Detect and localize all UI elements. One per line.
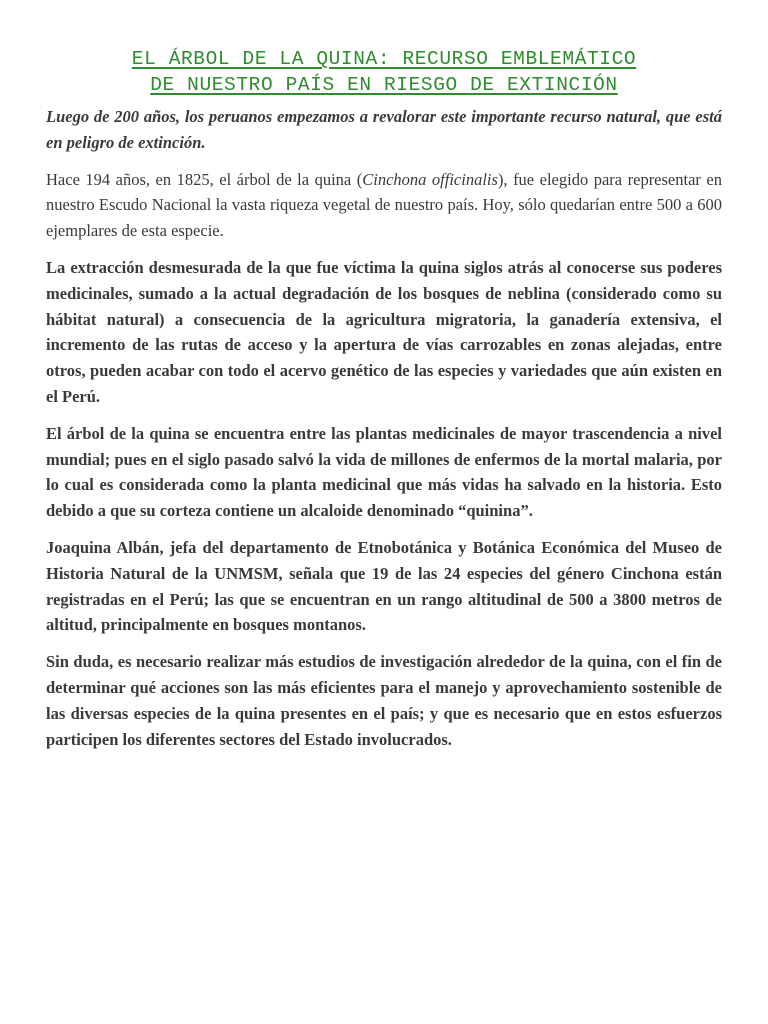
- document-title: [46, 46, 722, 98]
- paragraph-2: La extracción desmesurada de la que fue víctima la quina siglos atrás al conocerse sus poderes medicinales, sumado a la actual degradación de los bosques de neblina (considerado como su hábitat natural) a consecuencia de la agricultura migratoria, la ganadería extensiva, el incremento de las rutas de acceso y la apertura de vías carrozables en zonas alejadas, entre otros, pueden acabar con todo el acervo genético de las especies y variedades que aún existen en el Perú.: [46, 257, 722, 406]
- lead-paragraph: Luego de 200 años, los peruanos empezamos a revalorar este importante recurso natural, que está en peligro de extinción.: [46, 107, 722, 152]
- title-line-1: EL ÁRBOL DE LA QUINA: RECURSO EMBLEMÁTICO: [131, 48, 637, 70]
- species-name: Cinchona officinalis: [362, 169, 498, 189]
- paragraph-1-text-before: Hace 194 años, en 1825, el árbol de la quina (: [46, 169, 363, 189]
- paragraph-5: Sin duda, es necesario realizar más estudios de investigación alrededor de la quina, con el fin de determinar qué acciones son las más eficientes para el manejo y aprovechamiento sostenible de las diversas especies de la quina presentes en el país; y que es necesario que en estos esfuerzos participen los diferentes sectores del Estado involucrados.: [46, 652, 722, 749]
- document-page: [46, 46, 722, 763]
- paragraph-1-text-after: ), fue elegido para representar en nuestro Escudo Nacional la vasta riqueza vegetal de nuestro país. Hoy, sólo quedarían entre 500 a 600 ejemplares de esta especie.: [46, 169, 722, 241]
- paragraph-1: [46, 167, 722, 244]
- paragraph-3: El árbol de la quina se encuentra entre las plantas medicinales de mayor trascendencia a nivel mundial; pues en el siglo pasado salvó la vida de millones de enfermos de la mortal malaria, por lo cual es considerada como la planta medicinal que más vidas ha salvado en la historia. Esto debido a que su corteza contiene un alcaloide denominado “quinina”.: [46, 423, 722, 521]
- title-line-2: DE NUESTRO PAÍS EN RIESGO DE EXTINCIÓN: [150, 74, 618, 96]
- paragraph-4: Joaquina Albán, jefa del departamento de Etnobotánica y Botánica Económica del Museo de Historia Natural de la UNMSM, señala que 19 de las 24 especies del género Cinchona están registradas en el Perú; las que se encuentran en un rango altitudinal de 500 a 3800 metros de altitud, principalmente en bosques montanos.: [46, 537, 722, 635]
